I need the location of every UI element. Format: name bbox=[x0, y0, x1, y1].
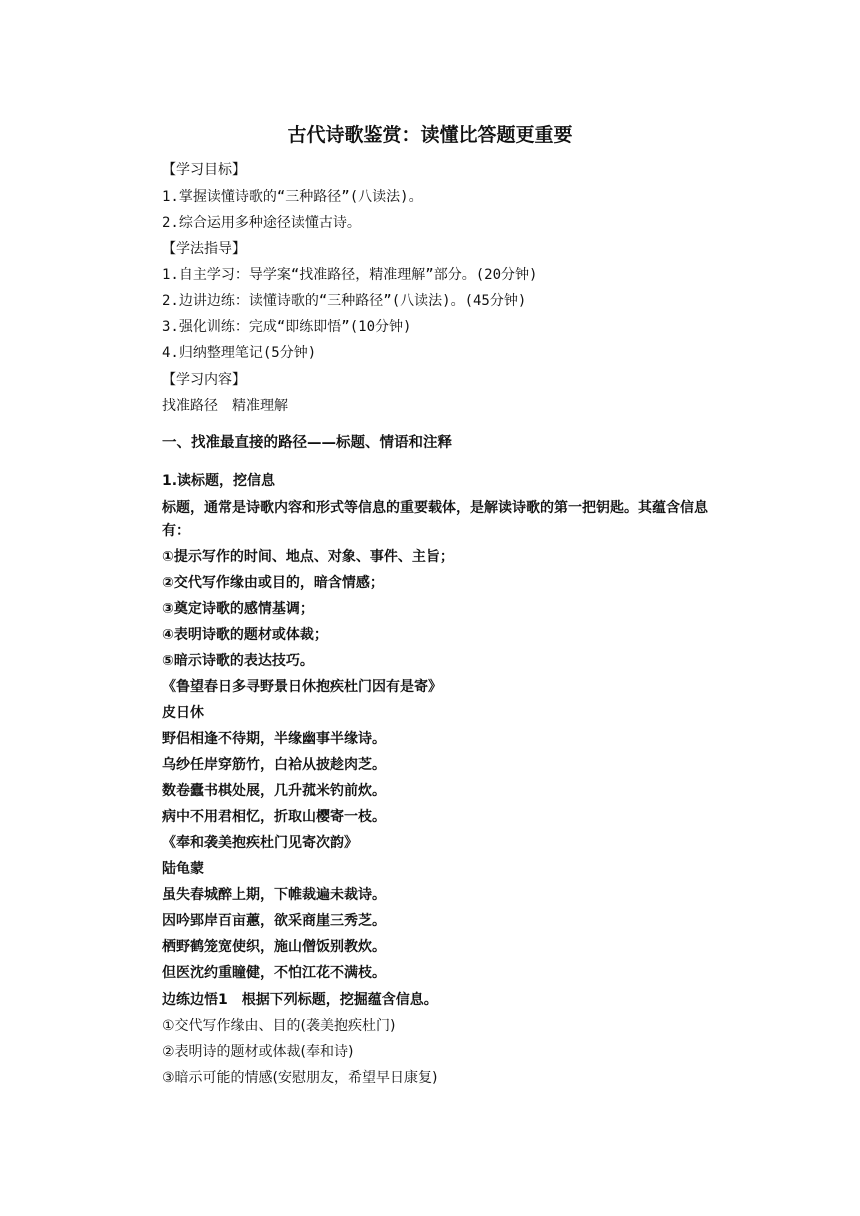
paragraph bbox=[162, 497, 727, 543]
point-item: ②交代写作缘由或目的，暗含情感； bbox=[162, 575, 384, 591]
poem-line: 因吟郢岸百亩蕙，欲采商崖三秀芝。 bbox=[162, 913, 386, 929]
goals-header: 【学习目标】 bbox=[162, 162, 246, 178]
poem-line: 虽失春城醉上期，下帷裁遍未裁诗。 bbox=[162, 887, 386, 903]
method-item: 4.归纳整理笔记(5分钟) bbox=[162, 345, 317, 361]
poem-author: 陆龟蒙 bbox=[162, 861, 204, 877]
paragraph-text: 标题，通常是诗歌内容和形式等信息的重要载体，是解读诗歌的第一把钥匙。其蕴含信息有： bbox=[162, 500, 708, 539]
poem-line: 野侣相逢不待期，半缘幽事半缘诗。 bbox=[162, 731, 386, 747]
goal-item: 1.掌握读懂诗歌的“三种路径”(八读法)。 bbox=[162, 189, 423, 205]
point-item: ④表明诗歌的题材或体裁； bbox=[162, 627, 328, 643]
poem-line: 病中不用君相忆，折取山樱寄一枝。 bbox=[162, 809, 386, 825]
poem-line: 数卷蠹书棋处展，几升菰米钓前炊。 bbox=[162, 783, 386, 799]
page-title: 古代诗歌鉴赏：读懂比答题更重要 bbox=[287, 124, 573, 146]
method-item: 1.自主学习：导学案“找准路径，精准理解”部分。(20分钟) bbox=[162, 267, 538, 283]
point-item: ①提示写作的时间、地点、对象、事件、主旨； bbox=[162, 549, 454, 565]
section-heading: 一、找准最直接的路径——标题、情语和注释 bbox=[162, 435, 452, 451]
content-subtitle: 找准路径 精准理解 bbox=[162, 398, 288, 414]
poem-title: 《鲁望春日多寻野景日休抱疾杜门因有是寄》 bbox=[162, 679, 442, 695]
point-item: ③奠定诗歌的感情基调； bbox=[162, 601, 314, 617]
answer-item: ②表明诗的题材或体裁(奉和诗) bbox=[162, 1044, 354, 1060]
poem-title: 《奉和袭美抱疾杜门见寄次韵》 bbox=[162, 835, 358, 851]
answer-item: ①交代写作缘由、目的(袭美抱疾杜门) bbox=[162, 1018, 396, 1034]
method-header: 【学法指导】 bbox=[162, 241, 246, 257]
goal-item: 2.综合运用多种途径读懂古诗。 bbox=[162, 215, 361, 231]
point-item: ⑤暗示诗歌的表达技巧。 bbox=[162, 653, 314, 669]
poem-author: 皮日休 bbox=[162, 705, 204, 721]
poem-line: 乌纱任岸穿筋竹，白袷从披趁肉芝。 bbox=[162, 757, 386, 773]
method-item: 2.边讲边练：读懂诗歌的“三种路径”(八读法)。(45分钟) bbox=[162, 293, 527, 309]
poem-line: 栖野鹤笼宽使织，施山僧饭别教炊。 bbox=[162, 939, 386, 955]
exercise-heading: 边练边悟1 根据下列标题，挖掘蕴含信息。 bbox=[162, 992, 438, 1008]
poem-line: 但医沈约重瞳健，不怕江花不满枝。 bbox=[162, 965, 386, 981]
answer-item: ③暗示可能的情感(安慰朋友，希望早日康复) bbox=[162, 1070, 438, 1086]
method-item: 3.强化训练：完成“即练即悟”(10分钟) bbox=[162, 319, 412, 335]
subsection-heading: 1.读标题，挖信息 bbox=[162, 473, 276, 489]
content-header: 【学习内容】 bbox=[162, 372, 246, 388]
